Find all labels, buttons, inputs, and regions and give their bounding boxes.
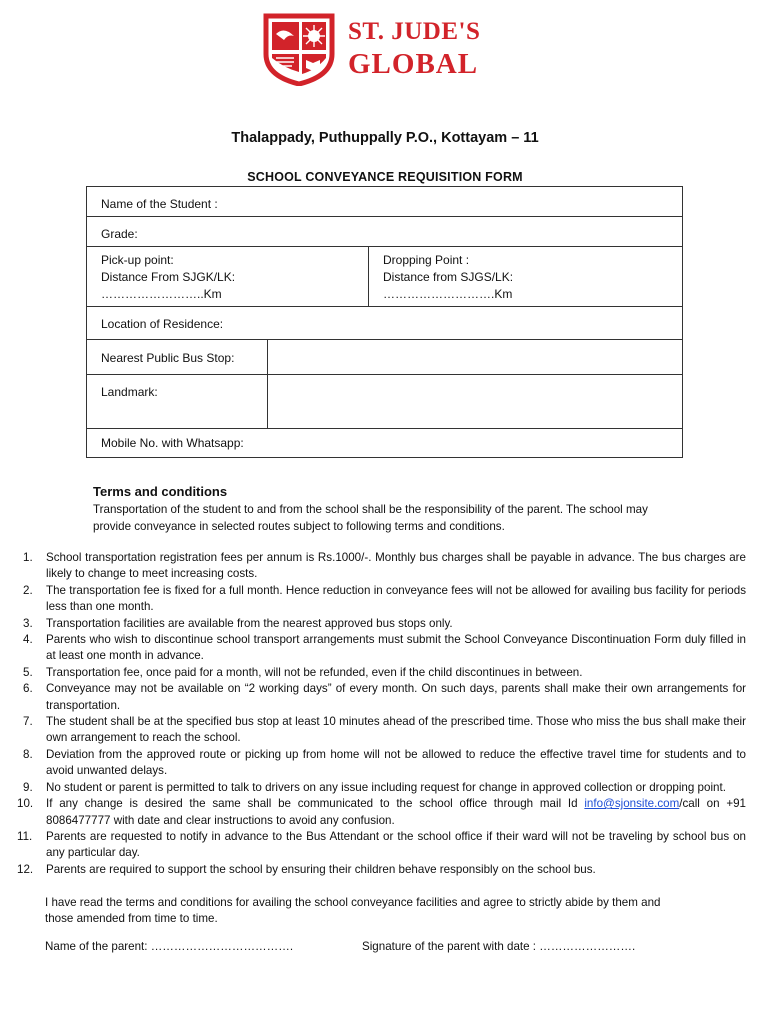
pickup-point-label: Pick-up point: [101, 253, 174, 267]
column-divider [368, 247, 369, 306]
pickup-distance-blank: ……………………..Km [101, 287, 222, 301]
pickup-dropping-row [87, 247, 682, 307]
term-item: Parents are required to support the school by ensuring their children behave responsibly on the school bus. [46, 862, 596, 876]
dropping-distance-label: Distance from SJGS/LK: [383, 270, 514, 284]
term-contact-text: If any change is desired the same shall be communicated to the school office through mail Id [46, 797, 585, 811]
term-item: No student or parent is permitted to talk to drivers on any issue including request for change in approved collection or dropping point. [46, 780, 726, 794]
term-item: The transportation fee is fixed for a full month. Hence reduction in conveyance fees will not be allowed for availing bus facility for periods less than one month. [46, 583, 746, 614]
dropping-distance-blank: ……………………….Km [383, 287, 513, 301]
bus-stop-input[interactable] [268, 340, 682, 374]
brand-name-line2: GLOBAL [348, 48, 479, 80]
residence-label: Location of Residence: [101, 317, 224, 331]
email-link[interactable]: info@sjonsite.com [584, 797, 680, 811]
pickup-field[interactable] [101, 252, 235, 303]
term-item: Parents are requested to notify in advance to the Bus Attendant or the school office if their ward will not be traveling by school bus on any particular day. [46, 829, 746, 860]
grade-field[interactable] [87, 217, 682, 247]
term-item: School transportation registration fees per annum is Rs.1000/-. Monthly bus charges shall be payable in advance. The bus charges are likely to change to meet increasing costs. [46, 551, 746, 581]
crest-icon [262, 12, 340, 86]
term-item: Parents who wish to discontinue school transport arrangements must submit the School Conveyance Discontinuation Form duly filled in at least one month in advance. [46, 633, 746, 663]
dropping-point-label: Dropping Point : [383, 253, 470, 267]
grade-label: Grade: [101, 227, 138, 241]
landmark-input[interactable] [268, 375, 682, 428]
mobile-label: Mobile No. with Whatsapp: [101, 436, 244, 450]
bus-stop-row [87, 340, 682, 375]
term-item: The student shall be at the specified bus stop at least 10 minutes ahead of the prescribed time. Those who miss the bus shall make their own arrangement to reach the school. [46, 715, 746, 745]
landmark-label: Landmark: [101, 385, 158, 399]
landmark-row [87, 375, 682, 429]
terms-intro: Transportation of the student to and from the school shall be the responsibility of the parent. The school may provide conveyance in selected routes subject to following terms and conditions. [93, 503, 648, 533]
school-logo [262, 12, 482, 86]
bus-stop-label: Nearest Public Bus Stop: [101, 351, 235, 365]
student-name-label: Name of the Student : [101, 197, 218, 211]
brand-name-line1: ST. JUDE'S [348, 18, 481, 45]
parent-name-field[interactable]: Name of the parent: ………………………………. [45, 940, 294, 953]
term-contact-phone: /call on +91 8086477777 with date and clear instructions to avoid any confusion. [46, 797, 746, 827]
term-item-contact [46, 796, 746, 829]
parent-signature-field[interactable]: Signature of the parent with date : ……………………. [362, 940, 636, 953]
form-title: SCHOOL CONVEYANCE REQUISITION FORM [247, 170, 523, 184]
dropping-field[interactable] [383, 252, 513, 303]
terms-heading: Terms and conditions [93, 484, 228, 499]
student-name-field[interactable] [87, 187, 682, 217]
requisition-form-table [86, 186, 683, 458]
residence-field[interactable] [87, 307, 682, 340]
term-item: Transportation fee, once paid for a month, will not be refunded, even if the child discontinues in between. [46, 665, 583, 679]
mobile-field[interactable] [87, 429, 682, 457]
parent-declaration: I have read the terms and conditions for availing the school conveyance facilities and agree to strictly abide by them and those amended from time to time. [45, 896, 661, 926]
term-item: Deviation from the approved route or picking up from home will not be allowed to reduce the effective travel time for students and to avoid unwanted delays. [46, 747, 746, 778]
term-item: Conveyance may not be available on “2 working days” of every month. On such days, parents shall make their own arrangements for transportation. [46, 682, 746, 712]
terms-list [0, 550, 746, 878]
term-item: Transportation facilities are available from the nearest approved bus stops only. [46, 616, 453, 630]
pickup-distance-label: Distance From SJGK/LK: [101, 270, 236, 284]
school-address: Thalappady, Puthuppally P.O., Kottayam – 11 [231, 130, 539, 146]
